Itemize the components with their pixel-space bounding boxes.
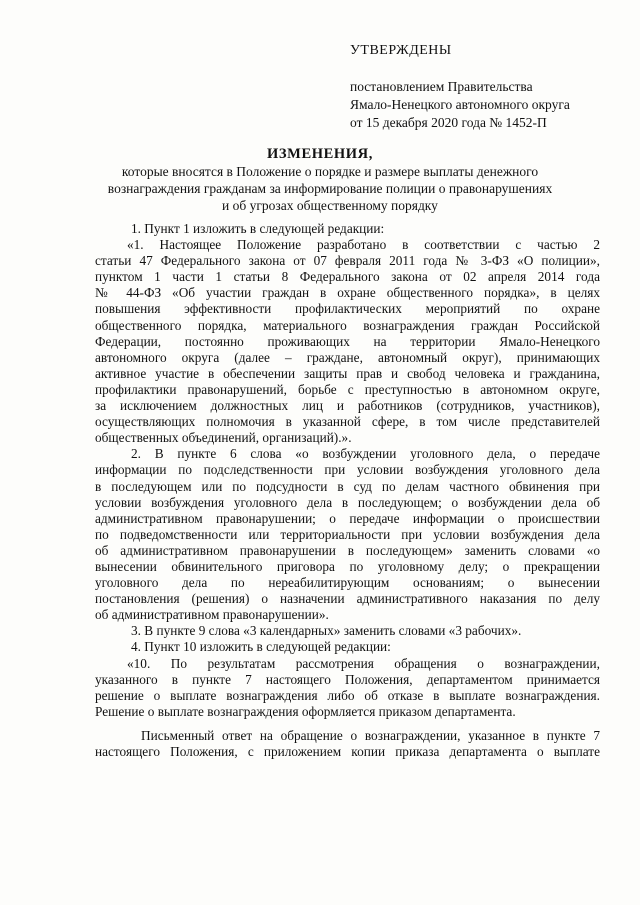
body-line: по подведомственности или территориальности при условии возбуждения дела (95, 526, 600, 542)
subtitle-line: и об угрозах общественному порядку (222, 198, 438, 213)
body-line: информации по подследственности при условии возбуждения уголовного дела (95, 462, 600, 478)
approval-heading: УТВЕРЖДЕНЫ (350, 43, 452, 58)
body-line: об административном правонарушении». (95, 607, 329, 623)
approval-line: Ямало-Ненецкого автономного округа (350, 97, 570, 112)
body-line: постановления (решения) о назначении административного наказания по делу (95, 591, 600, 607)
body-line: в последующем или по подсудности в суд по делам частного обвинения при (95, 478, 600, 494)
body-line: Федерации, постоянно проживающих на территории Ямало-Ненецкого (95, 333, 600, 349)
body-line: об административном правонарушении в последующем» заменить словами «о (95, 542, 600, 558)
approval-line: от 15 декабря 2020 года № 1452-П (350, 115, 547, 130)
body-line: Решение о выплате вознаграждения оформляется приказом департамента. (95, 703, 516, 719)
body-line: решение о выплате вознаграждения либо об отказе в выплате вознаграждения. (95, 687, 600, 703)
body-line: «1. Настоящее Положение разработано в соответствии с частью 2 (127, 237, 600, 253)
document-body (95, 221, 600, 760)
subtitle-line: вознаграждения гражданам за информирование полиции о правонарушениях (107, 181, 553, 196)
approval-stamp (350, 42, 620, 132)
body-line: статьи 47 Федерального закона от 07 февраля 2011 года № 3-ФЗ «О полиции», (95, 253, 600, 269)
body-line: общественных объединений, организаций).». (95, 430, 352, 446)
body-line: настоящего Положения, с приложением копии приказа департамента о выплате (95, 744, 600, 759)
body-line: за исключением должностных лиц и работников (сотрудников, участников), (95, 398, 600, 414)
body-line: уголовного дела по нереабилитирующим основаниям; о вынесении (95, 575, 600, 591)
body-line: 2. В пункте 6 слова «о возбуждении уголовного дела, о передаче (131, 446, 600, 462)
document-title: ИЗМЕНЕНИЯ, (267, 146, 373, 162)
body-line: административном правонарушении; о передаче информации о происшествии (95, 510, 600, 526)
body-line: «10. По результатам рассмотрения обращения о вознаграждении, (127, 655, 600, 671)
body-line: 4. Пункт 10 изложить в следующей редакции: (131, 639, 391, 655)
body-line: профилактики правонарушений, борьбе с преступностью в автономном округе, (95, 381, 600, 397)
document-subtitle (90, 163, 570, 214)
body-line: осуществляющих полномочия в указанной сфере, в том числе представителей (95, 414, 600, 430)
body-line: № 44-ФЗ «Об участии граждан в охране общественного порядка», в целях (95, 285, 600, 301)
body-line: условии возбуждения уголовного дела в последующем; о возбуждении дела об (95, 494, 600, 510)
body-line: повышения эффективности профилактических мероприятий по охране (95, 301, 600, 317)
body-line: 3. В пункте 9 слова «3 календарных» заменить словами «3 рабочих». (131, 623, 522, 639)
body-line: автономного округа (далее – граждане, автономный округ), принимающих (95, 349, 600, 365)
body-line: пунктом 1 части 1 статьи 8 Федерального закона от 02 апреля 2014 года (95, 269, 600, 285)
approval-line: постановлением Правительства (350, 79, 533, 94)
body-line: активное участие в обеспечении защиты прав и свобод человека и гражданина, (95, 365, 600, 381)
body-line: общественного порядка, материального вознаграждения граждан Российской (95, 317, 600, 333)
subtitle-line: которые вносятся в Положение о порядке и размере выплаты денежного (121, 164, 539, 179)
body-line: 1. Пункт 1 изложить в следующей редакции: (131, 221, 385, 236)
body-line: Письменный ответ на обращение о вознаграждении, указанное в пункте 7 (141, 727, 600, 743)
body-line: вынесении обвинительного приговора по уголовному делу; о прекращении (95, 558, 600, 574)
body-line: указанного в пункте 7 настоящего Положения, департаментом принимается (95, 671, 600, 687)
